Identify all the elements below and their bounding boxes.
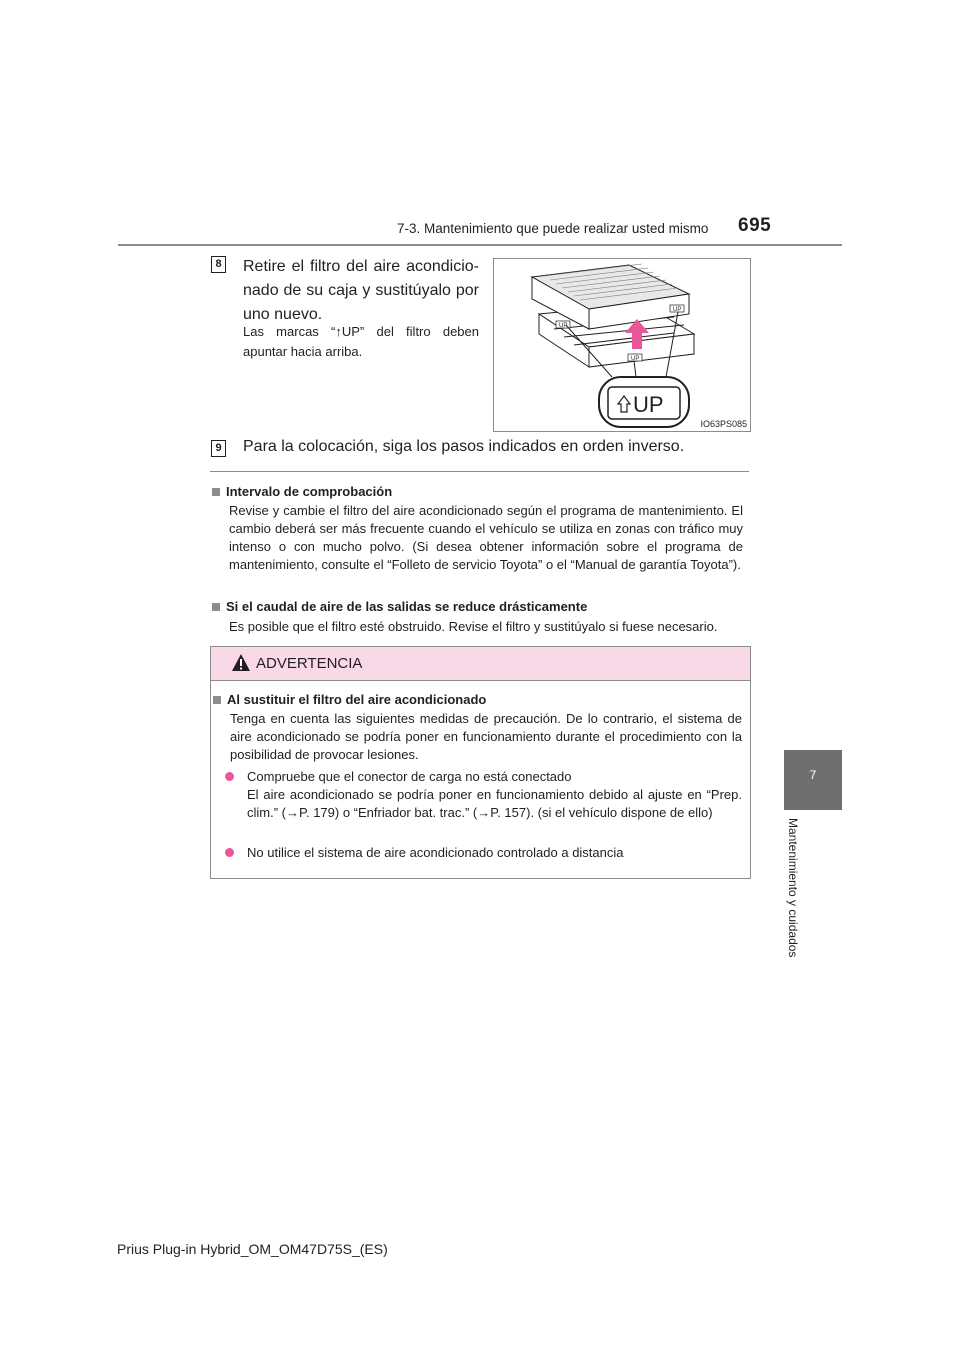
warning-heading-row xyxy=(213,692,486,707)
section-2-heading-row xyxy=(212,599,587,614)
square-bullet-icon xyxy=(212,603,220,611)
warning-bullet-1-title: Compruebe que el conector de carga no está conectado xyxy=(247,769,572,784)
filter-illustration xyxy=(493,258,751,432)
square-bullet-icon xyxy=(213,696,221,704)
section-divider xyxy=(210,471,749,472)
step-9-text: Para la colocación, siga los pasos indicados en orden inverso. xyxy=(243,438,685,455)
step-8-note: Las marcas “↑UP” del filtro deben apuntar hacia arriba. xyxy=(243,324,479,359)
footer-manual-id: Prius Plug-in Hybrid_OM_OM47D75S_(ES) xyxy=(117,1241,388,1257)
section-1-heading-row xyxy=(212,484,392,499)
chapter-tab-label: Mantenimiento y cuidados xyxy=(786,818,800,958)
warning-title: ADVERTENCIA xyxy=(256,655,363,672)
warning-header xyxy=(211,647,750,681)
chapter-tab-label-wrap xyxy=(786,818,806,978)
section-1-body: Revise y cambie el filtro del aire acondicionado según el programa de mantenimiento. El cambio deberá ser más frecuente cuando el vehículo se utiliza en zonas con tráfico muy intenso o con mucho polvo. (Si desea obtener información sobre el programa de mantenimiento, consulte el “Folleto de servicio Toyota” o el “Manual de garantía Toyota”). xyxy=(229,503,743,572)
small-up-tag-2: UP xyxy=(673,307,682,313)
page-number: 695 xyxy=(738,215,772,236)
filter-drawing xyxy=(494,259,750,431)
header-divider xyxy=(118,244,842,246)
step-8-badge: 8 xyxy=(211,256,226,273)
chapter-heading: 7-3. Mantenimiento que puede realizar usted mismo xyxy=(397,221,709,236)
step-9-badge: 9 xyxy=(211,440,226,457)
pink-arrow-stem xyxy=(632,331,642,349)
circle-bullet-icon xyxy=(225,848,234,857)
section-2-body: Es posible que el filtro esté obstruido. Revise el filtro y sustitúyalo si fuese necesario. xyxy=(229,619,718,634)
warning-bullet-2 xyxy=(213,844,742,862)
small-up-tag-3: UP xyxy=(631,356,640,362)
warning-heading: Al sustituir el filtro del aire acondicionado xyxy=(227,692,487,707)
section-2-heading: Si el caudal de aire de las salidas se reduce drásticamente xyxy=(226,599,588,614)
warning-bullet-1 xyxy=(213,768,742,822)
figure-code: IO63PS085 xyxy=(700,419,747,429)
warning-bullet-1-text: El aire acondicionado se podría poner en funcionamiento debido al ajuste en “Prep. clim.” (→P. 179) o “Enfriador bat. trac.” (→P. 157). (si el vehículo dispone de ello) xyxy=(247,787,742,820)
warning-body: Tenga en cuenta las siguientes medidas de precaución. De lo contrario, el sistema de aire acondicionado se podría poner en funcionamiento durante el procedimiento con la posibilidad de provocar lesiones. xyxy=(230,711,742,762)
callout-up-label: UP xyxy=(633,392,664,417)
warning-box xyxy=(210,646,751,879)
step-8-text: Retire el filtro del aire acondicio-nado de su caja y sustitúyalo por uno nuevo. xyxy=(243,258,479,323)
circle-bullet-icon xyxy=(225,772,234,781)
warning-bullet-2-title: No utilice el sistema de aire acondicionado controlado a distancia xyxy=(247,845,624,860)
small-up-tag-1: UP xyxy=(559,323,568,329)
section-1-heading: Intervalo de comprobación xyxy=(226,484,393,499)
square-bullet-icon xyxy=(212,488,220,496)
chapter-tab-number: 7 xyxy=(809,768,817,782)
warning-triangle-icon xyxy=(231,653,251,672)
